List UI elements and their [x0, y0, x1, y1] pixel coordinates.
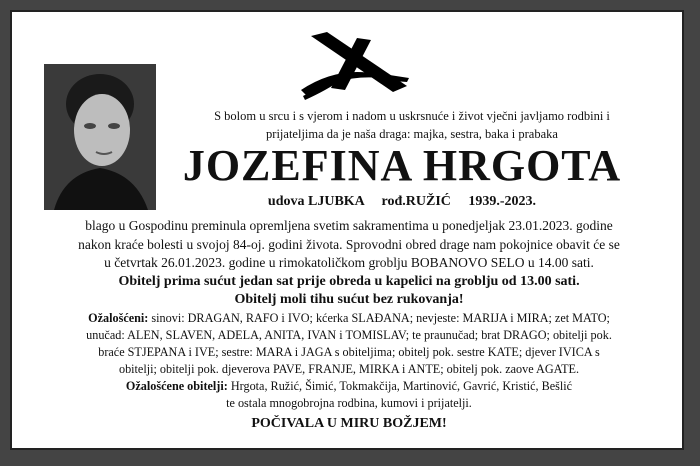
obituary-body: [32, 217, 666, 433]
condolence-notice: Obitelj prima sućut jedan sat prije obreda u kapelici na groblju od 13.00 sati.: [118, 273, 580, 289]
portrait-photo: [44, 64, 156, 210]
life-years: 1939.-2023.: [468, 194, 537, 209]
intro-line: S bolom u srcu i s vjerom i nadom u uskrsnuće i život vječni javljamo rodbini i: [214, 109, 610, 123]
closing-line: POČIVALA U MIRU BOŽJEM!: [251, 415, 447, 431]
intro-text: [182, 107, 642, 143]
mourners-list: [32, 310, 666, 412]
body-line: blago u Gospodinu preminula opremljena svetim sakramentima u ponedjeljak 23.01.2023. godine: [85, 218, 613, 233]
families-line: te ostala mnogobrojna rodbina, kumovi i prijatelji.: [226, 395, 472, 410]
mourners-line: obitelji; obitelji pok. djeverova PAVE, FRANJE, MIRKA i ANTE; obitelj pok. zaove AGATE.: [118, 361, 580, 376]
widow-of: udova LJUBKA: [267, 194, 365, 209]
mourners-line: unučad: ALEN, SLAVEN, ADELA, ANITA, IVAN i TOMISLAV; te praunučad; brat DRAGO; obitelji pok.: [86, 327, 612, 342]
deceased-name: JOZEFINA HRGOTA: [182, 141, 622, 190]
mourners-label: Ožalošćeni:: [88, 310, 149, 325]
obituary-card: [10, 10, 684, 450]
body-line: nakon kraće bolesti u svojoj 84-oj. godini života. Sprovodni obred drage nam pokojnice obavit će se: [78, 236, 620, 252]
mourners-line: braće STJEPANA i IVE; sestre: MARA i JAGA s obiteljima; obitelj pok. sestre KATE; djever IVICA s: [98, 344, 600, 359]
condolence-request: Obitelj moli tihu sućut bez rukovanja!: [234, 292, 464, 307]
maiden-name: rođ.RUŽIĆ: [381, 194, 451, 209]
intro-line: prijateljima da je naša draga: majka, sestra, baka i prabaka: [266, 127, 558, 141]
families-label: Ožalošćene obitelji:: [125, 378, 228, 393]
body-line: u četvrtak 26.01.2023. godine u rimokatoličkom groblju BOBANOVO SELO u 14.00 sati.: [104, 255, 594, 270]
families-line: Hrgota, Ružić, Šimić, Tokmakčija, Martinović, Gavrić, Kristić, Bešlić: [227, 378, 573, 393]
cross-icon: [297, 30, 417, 102]
deceased-details: [162, 194, 642, 210]
mourners-line: sinovi: DRAGAN, RAFO i IVO; kćerka SLAĐANA; nevjeste: MARIJA i MIRA; zet MATO;: [148, 310, 610, 325]
